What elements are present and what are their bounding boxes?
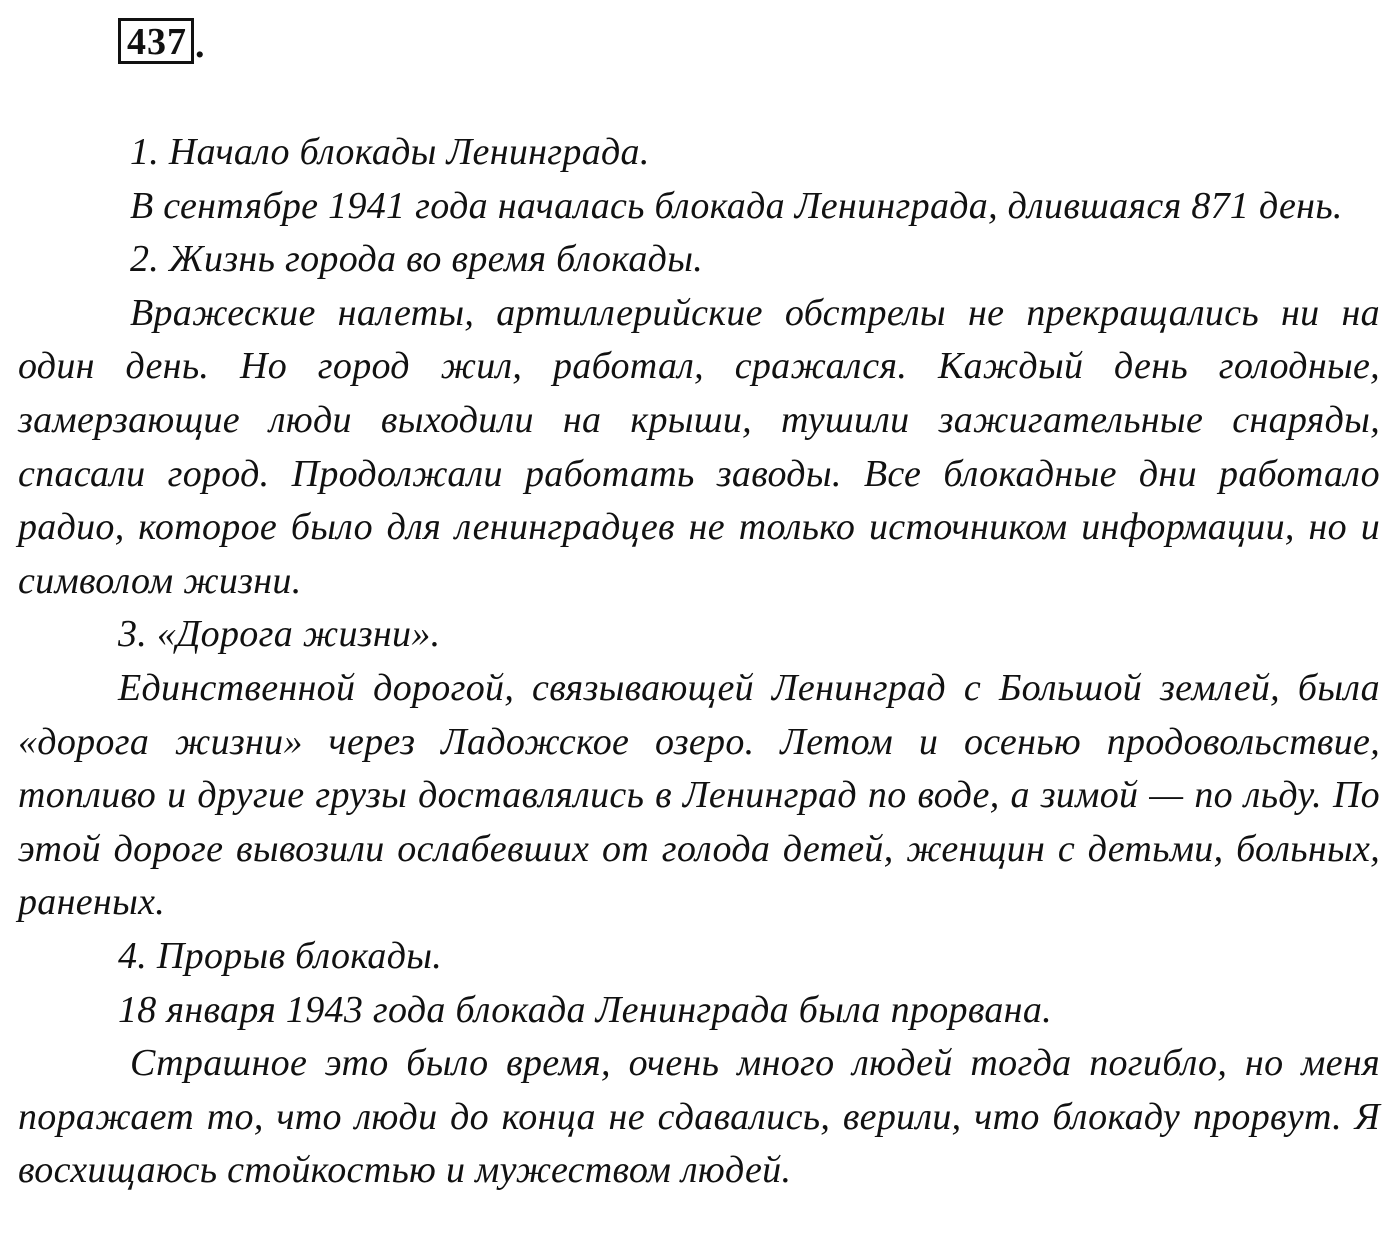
- exercise-number: [118, 18, 205, 64]
- paragraph-3: Единственной дорогой, связывающей Ленинград с Большой землей, была «дорога жизни» через Ладожское озеро. Летом и осенью продовольствие, топливо и другие грузы доставлялись в Ленинград по воде, а зимой — по льду. По этой дороге вывозили ослабевших от голода детей, женщин с детьми, больных, раненых.: [18, 666, 1380, 924]
- heading-3: 3. «Дорога жизни».: [118, 613, 441, 656]
- paragraph-4: 18 января 1943 года блокада Ленинграда была прорвана.: [118, 988, 1052, 1031]
- heading-2: 2. Жизнь города во время блокады.: [130, 238, 704, 281]
- heading-4: 4. Прорыв блокады.: [118, 934, 443, 977]
- paragraph-1: В сентябре 1941 года началась блокада Ленинграда, длившаяся 871 день.: [130, 184, 1343, 227]
- exercise-number-box: 437: [118, 18, 194, 64]
- exercise-number-dot: .: [195, 24, 205, 66]
- paragraph-conclusion: Страшное это было время, очень много людей тогда погибло, но меня поражает то, что люди до конца не сдавались, верили, что блокаду прорвут. Я восхищаюсь стойкостью и мужеством людей.: [18, 1042, 1380, 1192]
- essay-text: [18, 126, 1380, 1198]
- heading-1: 1. Начало блокады Ленинграда.: [130, 131, 650, 173]
- paragraph-2: Вражеские налеты, артиллерийские обстрелы не прекращались ни на один день. Но город жил, работал, сражался. Каждый день голодные, замерзающие люди выходили на крыши, тушили зажигательные снаряды, спасали город. Продолжали работать заводы. Все блокадные дни работало радио, которое было для ленинградцев не только источником информации, но и символом жизни.: [18, 291, 1380, 602]
